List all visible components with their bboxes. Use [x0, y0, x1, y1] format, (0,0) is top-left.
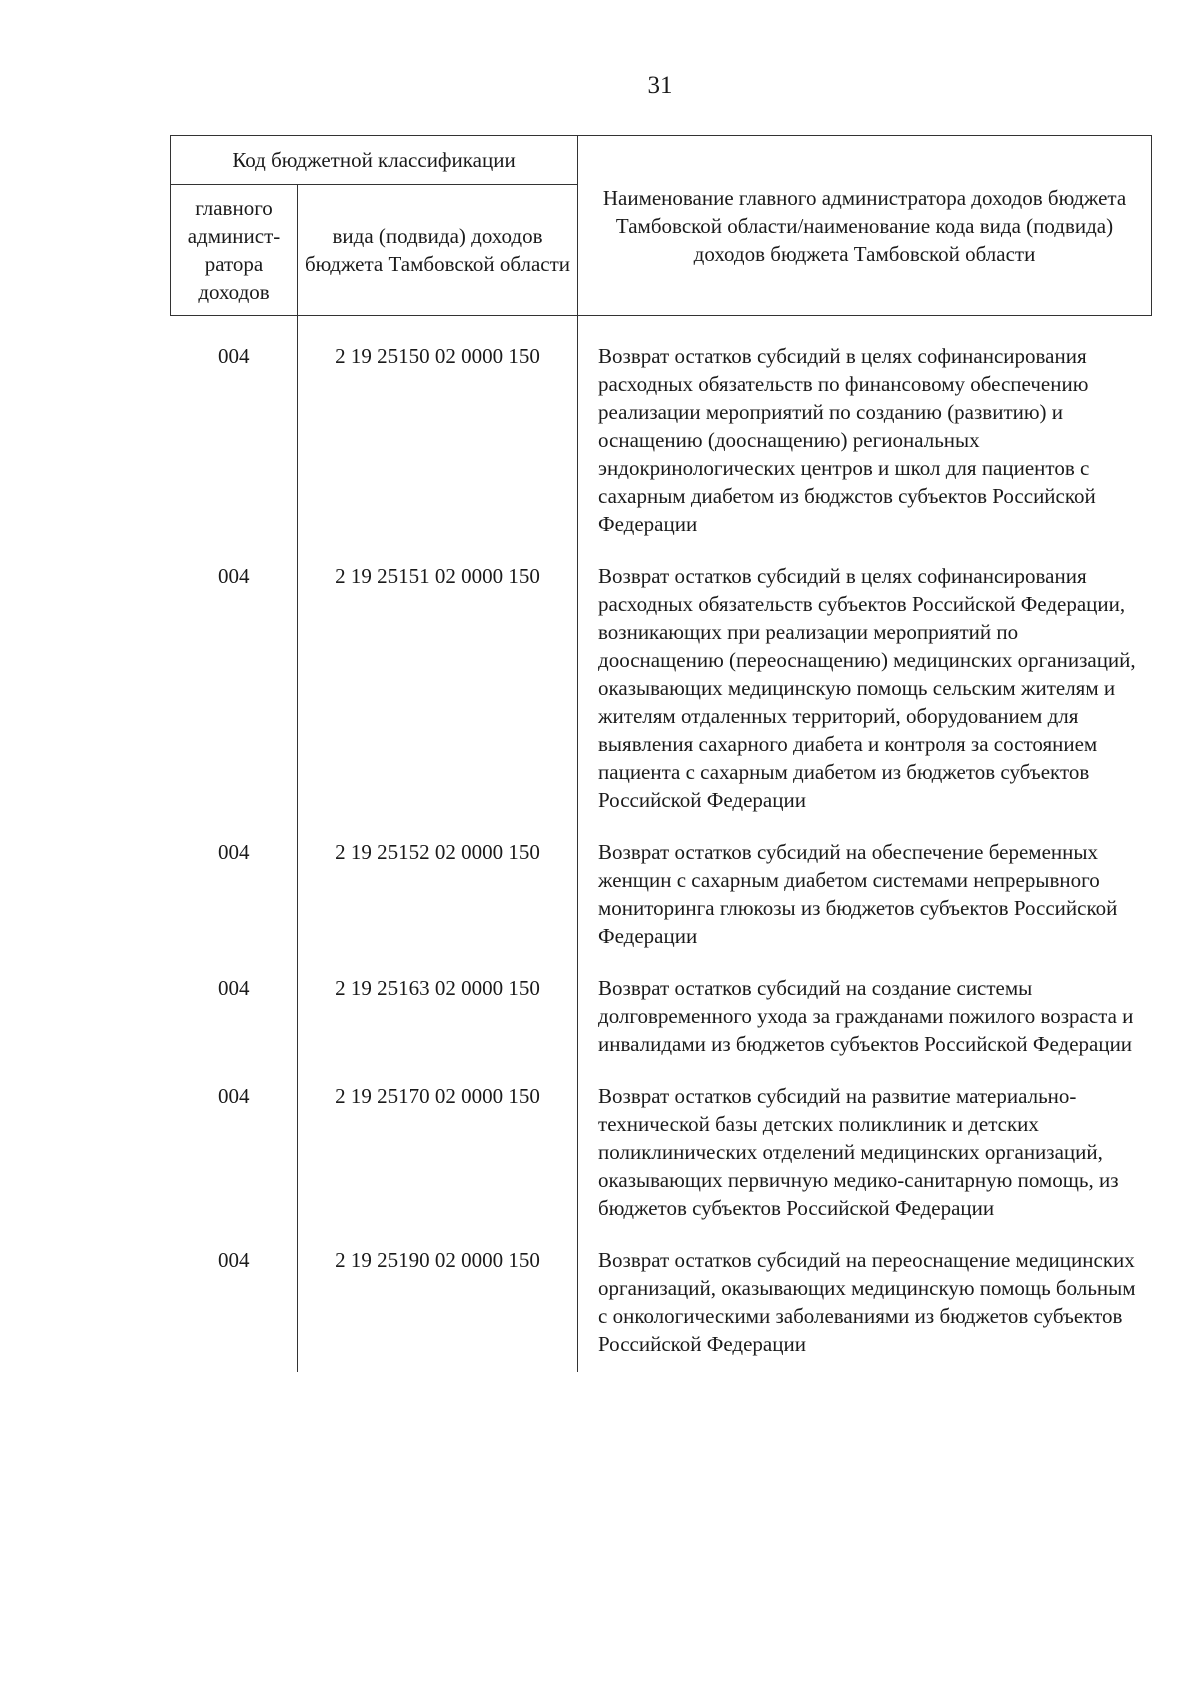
row-description: Возврат остатков субсидий на развитие материально-технической базы детских поликлиник и детских поликлинических отделений медицинских организаций, оказывающих первичную медико-санитарную помощь, из бюджетов субъектов Российской Федерации: [578, 1082, 1152, 1246]
row-revenue-code: 2 19 25150 02 0000 150: [298, 316, 578, 563]
row-admin-code: 004: [218, 1248, 250, 1272]
table-row: [171, 1082, 1152, 1246]
table-row: [171, 562, 1152, 838]
row-description: Возврат остатков субсидий в целях софинансирования расходных обязательств субъектов Российской Федерации, возникающих при реализации мероприятий по дооснащению (переоснащению) медицинских организаций, оказывающих медицинскую помощь сельским жителям и жителям отдаленных территорий, оборудованием для выявления сахарного диабета и контроля за состоянием пациента с сахарным диабетом из бюджетов субъектов Российской Федерации: [578, 562, 1152, 838]
row-revenue-code: 2 19 25152 02 0000 150: [298, 838, 578, 974]
page-number: 31: [647, 72, 673, 99]
table-header: [171, 136, 1152, 316]
table-row: [171, 316, 1152, 563]
header-group-title: Код бюджетной классификации: [171, 136, 578, 185]
budget-classification-table: [170, 135, 1152, 1372]
row-description: Возврат остатков субсидий на обеспечение беременных женщин с сахарным диабетом системами непрерывного мониторинга глюкозы из бюджетов субъектов Российской Федерации: [578, 838, 1152, 974]
header-col-name: Наименование главного администратора доходов бюджета Тамбовской области/наименование кода вида (подвида) доходов бюджета Тамбовской области: [578, 136, 1152, 316]
row-description: Возврат остатков субсидий на переоснащение медицинских организаций, оказывающих медицинскую помощь больным с онкологическими заболеваниями из бюджетов субъектов Российской Федерации: [578, 1246, 1152, 1372]
row-description: Возврат остатков субсидий на создание системы долговременного ухода за гражданами пожилого возраста и инвалидами из бюджетов субъектов Российской Федерации: [578, 974, 1152, 1082]
table-body: [171, 316, 1152, 1373]
row-description: Возврат остатков субсидий в целях софинансирования расходных обязательств по финансовому обеспечению реализации мероприятий по созданию (развитию) и оснащению (дооснащению) региональных эндокринологических центров и школ для пациентов с сахарным диабетом из бюджстов субъектов Российской Федерации: [578, 316, 1152, 563]
row-revenue-code: 2 19 25170 02 0000 150: [298, 1082, 578, 1246]
header-col-admin: главного админист-ратора доходов: [171, 185, 298, 316]
row-revenue-code: 2 19 25151 02 0000 150: [298, 562, 578, 838]
row-admin-code: 004: [218, 1084, 250, 1108]
row-admin-code: 004: [218, 840, 250, 864]
header-col-code: вида (подвида) доходов бюджета Тамбовской области: [298, 185, 578, 316]
table-row: [171, 974, 1152, 1082]
table-row: [171, 838, 1152, 974]
row-revenue-code: 2 19 25163 02 0000 150: [298, 974, 578, 1082]
row-admin-code: 004: [218, 976, 250, 1000]
row-admin-code: 004: [218, 344, 250, 368]
row-admin-code: 004: [218, 564, 250, 588]
budget-classification-table-container: [170, 135, 1151, 1372]
table-row: [171, 1246, 1152, 1372]
row-revenue-code: 2 19 25190 02 0000 150: [298, 1246, 578, 1372]
